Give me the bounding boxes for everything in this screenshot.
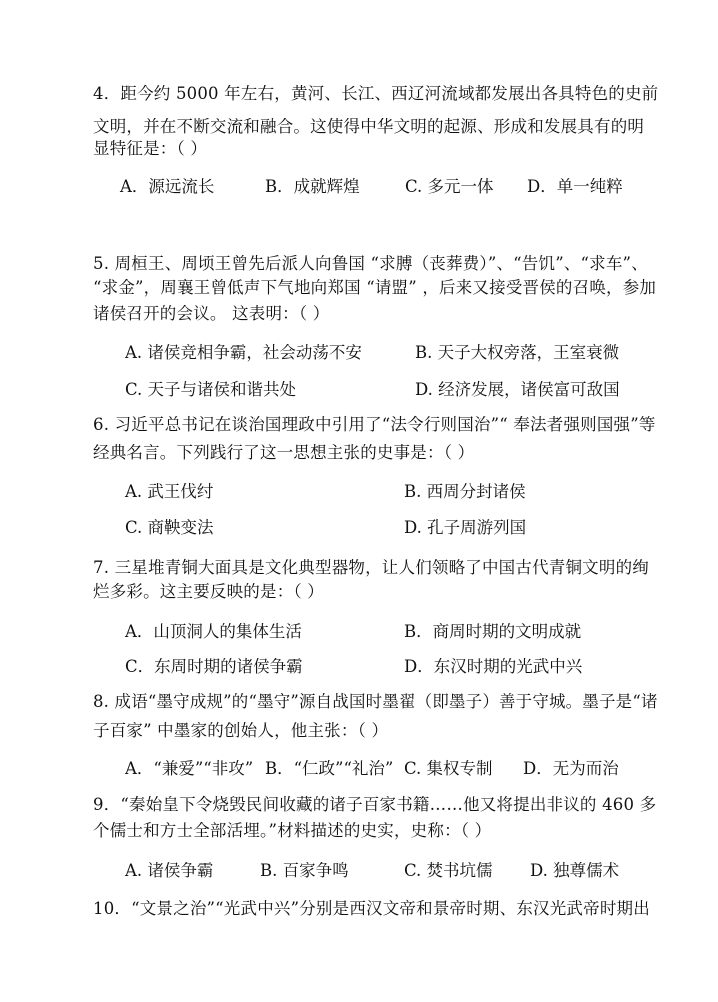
question-7-option-c[interactable]: C．东周时期的诸侯争霸 [125, 657, 303, 676]
question-7-option-a[interactable]: A．山顶洞人的集体生活 [125, 622, 302, 641]
question-8-text-line-2: 子百家” 中墨家的创始人，他主张：（ ） [93, 721, 389, 740]
question-5-option-b[interactable]: B. 天子大权旁落，王室衰微 [415, 343, 620, 362]
question-9-text-line-1: 9．“秦始皇下令烧毁民间收藏的诸子百家书籍……他又将提出非议的 460 多 [93, 795, 657, 814]
question-6-option-a[interactable]: A. 武王伐纣 [125, 482, 214, 501]
question-5-option-d[interactable]: D. 经济发展，诸侯富可敌国 [415, 380, 620, 399]
question-9-option-a[interactable]: A. 诸侯争霸 [125, 861, 214, 880]
question-6-text-line-1: 6. 习近平总书记在谈治国理政中引用了“法令行则国治”“ 奉法者强则国强”等 [93, 415, 656, 434]
question-7-option-d[interactable]: D．东汉时期的光武中兴 [404, 657, 583, 676]
question-6-option-b[interactable]: B. 西周分封诸侯 [404, 482, 526, 501]
question-6-option-d[interactable]: D. 孔子周游列国 [404, 518, 527, 537]
question-5-text-line-3: 诸侯召开的会议。 这表明：（ ） [93, 304, 330, 323]
question-9-option-b[interactable]: B. 百家争鸣 [260, 861, 349, 880]
question-9-option-d[interactable]: D. 独尊儒术 [530, 861, 620, 880]
question-6-option-c[interactable]: C. 商鞅变法 [125, 518, 214, 537]
question-7-option-b[interactable]: B．商周时期的文明成就 [404, 622, 582, 641]
question-9-text-line-2: 个儒士和方士全部活埋。”材料描述的史实，史称：（ ） [93, 821, 492, 840]
question-7-text-line-1: 7. 三星堆青铜大面具是文化典型器物，让人们领略了中国古代青铜文明的绚 [93, 558, 649, 577]
question-7-text-line-2: 烂多彩。这主要反映的是：（ ） [93, 582, 324, 601]
question-8-option-a[interactable]: A．“兼爱”“非攻” [125, 759, 254, 778]
question-8-option-d[interactable]: D．无为而治 [523, 759, 619, 778]
question-5-option-c[interactable]: C. 天子与诸侯和谐共处 [125, 380, 297, 399]
question-4-text-line-2: 文明，并在不断交流和融合。这使得中华文明的起源、形成和发展具有的明 [93, 117, 645, 136]
question-4-option-c[interactable]: C. 多元一体 [405, 177, 494, 196]
question-8-option-b[interactable]: B．“仁政”“礼治” [265, 759, 394, 778]
question-8-text-line-1: 8. 成语“墨守成规”的“墨守”源自战国时墨翟（即墨子）善于守城。墨子是“诸 [93, 692, 658, 711]
question-4-option-a[interactable]: A．源远流长 [120, 177, 215, 196]
question-8-option-c[interactable]: C. 集权专制 [404, 759, 493, 778]
question-5-text-line-2: “求金”，周襄王曾低声下气地向郑国 “请盟” ，后来又接受晋侯的召唤，参加 [93, 278, 657, 297]
question-4-text-line-1: 4．距今约 5000 年左右，黄河、长江、西辽河流域都发展出各具特色的史前 [93, 84, 659, 103]
question-4-text-line-3: 显特征是：（ ） [93, 139, 208, 158]
question-5-option-a[interactable]: A. 诸侯竞相争霸，社会动荡不安 [125, 343, 362, 362]
question-4-option-d[interactable]: D．单一纯粹 [527, 177, 623, 196]
question-4-option-b[interactable]: B．成就辉煌 [265, 177, 360, 196]
question-5-text-line-1: 5. 周桓王、周顷王曾先后派人向鲁国 “求膊（丧葬费）”、“告饥”、“求车”、 [93, 254, 648, 273]
question-6-text-line-2: 经典名言。下列践行了这一思想主张的史事是：（ ） [93, 443, 475, 462]
question-10-text-line-1: 10．“文景之治”“光武中兴”分别是西汉文帝和景帝时期、东汉光武帝时期出 [93, 899, 650, 918]
question-9-option-c[interactable]: C. 焚书坑儒 [404, 861, 493, 880]
